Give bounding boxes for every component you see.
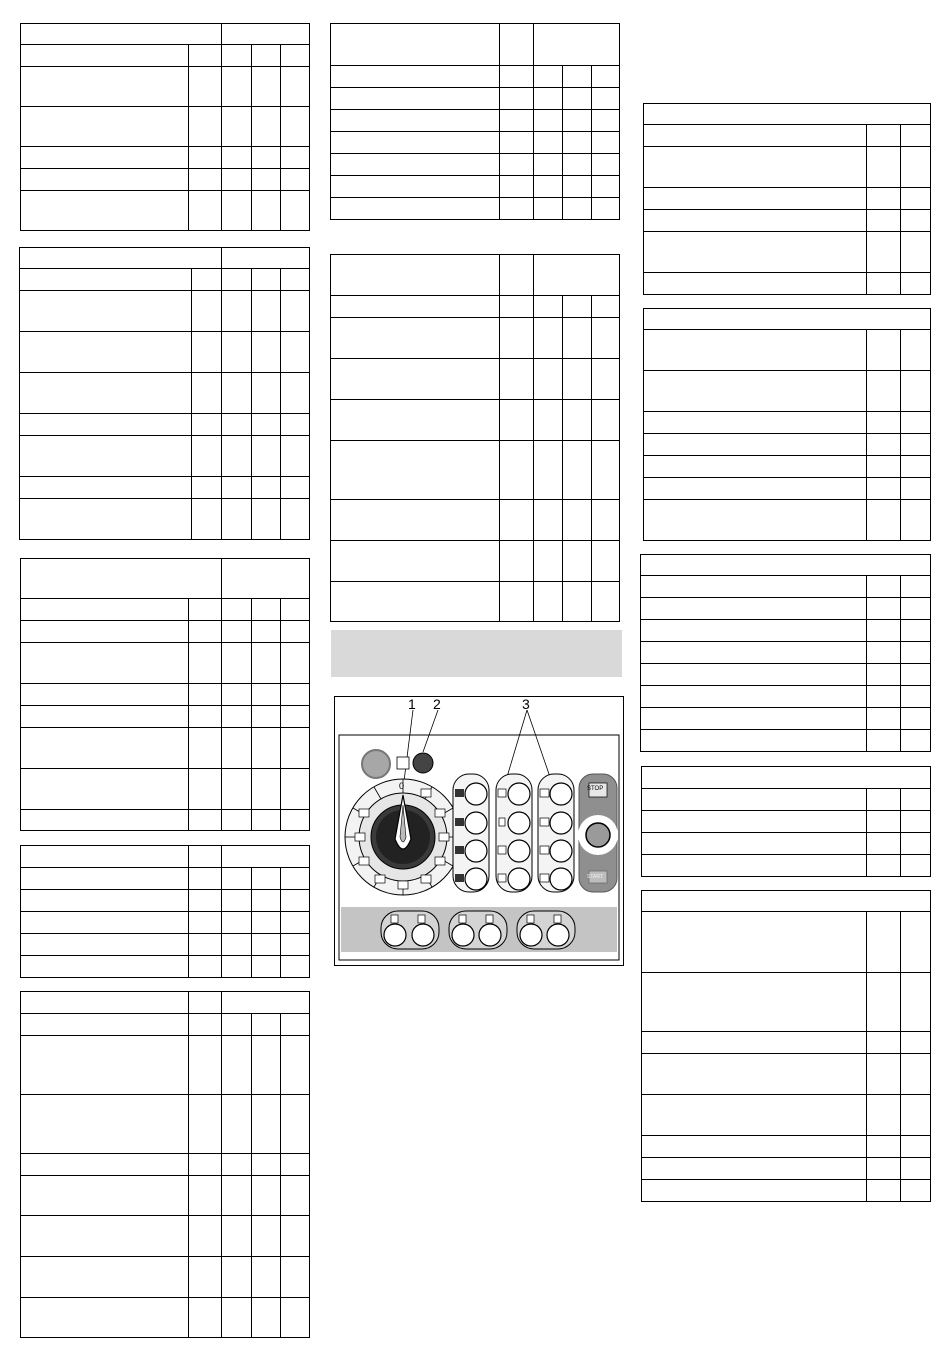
program-table-4: [20, 845, 310, 978]
program-table-9: [643, 308, 931, 541]
gray-heading-bar: [331, 630, 622, 677]
program-table-10: [640, 554, 931, 752]
start-label: START: [587, 874, 603, 880]
program-table-5: [20, 991, 310, 1338]
program-table-12: [641, 890, 931, 1202]
callout-1: 1: [408, 696, 416, 712]
dial-zero-label: 0: [399, 781, 405, 791]
callout-3: 3: [522, 696, 530, 712]
program-table-3: [20, 558, 310, 831]
callout-2: 2: [433, 696, 441, 712]
control-panel-svg: [335, 697, 623, 965]
program-table-1: [20, 23, 310, 231]
control-panel-figure: [334, 696, 624, 966]
program-table-8: [643, 103, 931, 295]
program-table-7: [330, 254, 620, 622]
program-table-2: [19, 247, 310, 540]
program-table-11: [641, 766, 931, 877]
program-table-6: [330, 23, 620, 220]
stop-label: STOP: [587, 786, 604, 792]
